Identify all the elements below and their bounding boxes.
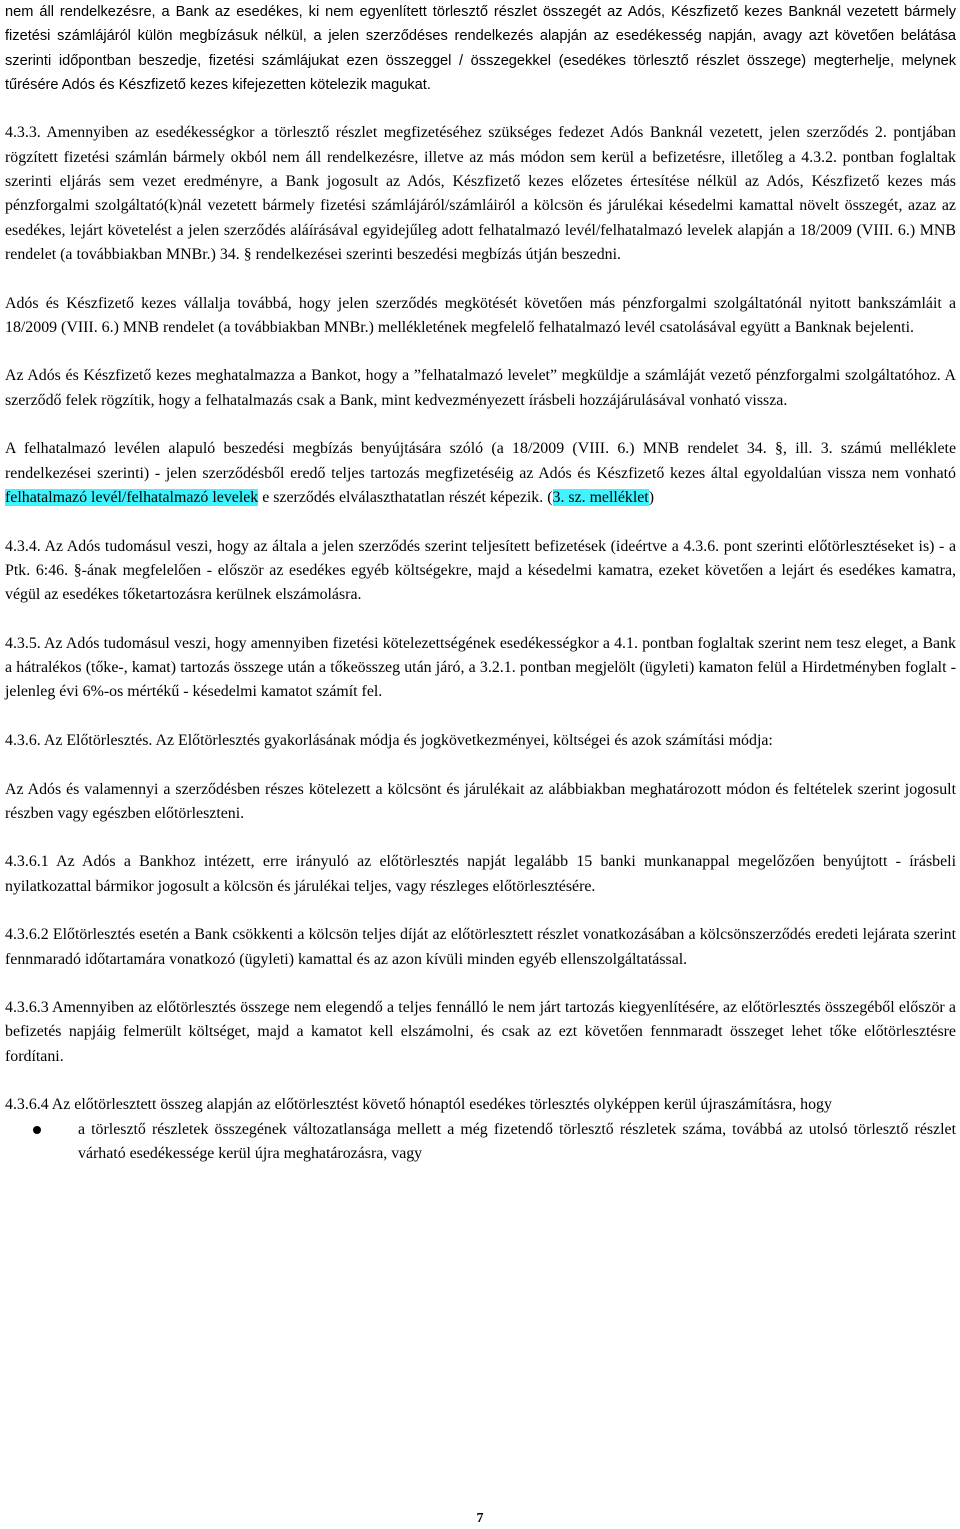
- bullet-icon: [33, 1126, 41, 1134]
- highlighted-text: felhatalmazó levél/felhatalmazó levelek: [5, 488, 259, 506]
- paragraph-4-3-6-2: 4.3.6.2 Előtörlesztés esetén a Bank csökkenti a kölcsön teljes díját az előtörlesztett részlet vonatkozásában a kölcsönszerződés eredeti lejárata szerint fennmaradó időtartamára vonatkozó (ügyleti) kamattal és az azon kívüli minden egyéb ellenszolgáltatással.: [5, 926, 956, 968]
- list-item: [5, 1118, 956, 1167]
- highlighted-annex-reference: 3. sz. melléklet: [552, 488, 649, 506]
- paragraph-4-3-6-4: 4.3.6.4 Az előtörlesztett összeg alapján az előtörlesztést követő hónaptól esedékes törlesztés olyképpen kerül újraszámításra, hogy: [5, 1096, 832, 1114]
- paragraph-4-3-5: 4.3.5. Az Adós tudomásul veszi, hogy amennyiben fizetési kötelezettségének esedékességkor a 4.1. pontban foglaltak szerint nem tesz eleget, a Bank a hátralékos (tőke-, kamat) tartozás összege után a tőkeösszeg után járó, a 3.2.1. pontban megjelölt (ügyleti) kamaton felül a Hirdetményben foglalt - jelenleg évi 6%-os mértékű - késedelmi kamatot számít fel.: [5, 634, 956, 701]
- paragraph-4-3-4: 4.3.4. Az Adós tudomásul veszi, hogy az általa a jelen szerződés szerint teljesített befizetések (ideértve a 4.3.6. pont szerinti előtörlesztéseket is) - a Ptk. 6:46. §-ának megfelelően - először az esedékes egyéb költségekre, majd a késedelmi kamatra, ezeket követően a lejárt és esedékes kamatra, végül az esedékes tőketartozásra kerülnek elszámolásra.: [5, 537, 956, 604]
- document-body: [5, 0, 956, 1166]
- paragraph-4-3-3: 4.3.3. Amennyiben az esedékességkor a törlesztő részlet megfizetéséhez szükséges fedezet Adós Banknál vezetett, jelen szerződés 2. pontjában rögzített fizetési számlán bármely okból nem áll rendelkezésre, illetve az más módon sem kerül a befizetésre, illetőleg a 4.3.2. pontban foglaltak szerinti eljárás sem vezet eredményre, a Bank jogosult az Adós, Készfizető kezes előzetes értesítése nélkül az Adós, Készfizető kezes más pénzforgalmi szolgáltató(k)nál vezetett bármely fizetési számlájáról/számláiról a kölcsön és járulékai késedelmi kamattal növelt összegét, azaz az esedékes, lejárt követelést a jelen szerződés aláírásával egyidejűleg adott felhatalmazó levél/felhatalmazó levelek alapján a 18/2009 (VIII. 6.) MNB rendelet (a továbbiakban MNBr.) 34. § rendelkezései szerinti beszedési megbízás útján beszedni.: [5, 124, 956, 263]
- paragraph-text: e szerződés elválaszthatatlan részét képezik. (: [258, 488, 553, 506]
- paragraph-prepayment-intro: Az Adós és valamennyi a szerződésben részes kötelezett a kölcsönt és járulékait az alábbiakban meghatározott módon és feltételek szerint jogosult részben vagy egészben előtörleszteni.: [5, 780, 956, 822]
- paragraph-4-3-6-1: 4.3.6.1 Az Adós a Bankhoz intézett, erre irányuló az előtörlesztés napját legalább 15 banki munkanappal megelőzően benyújtott - írásbeli nyilatkozattal bármikor jogosult a kölcsön és járulékai teljes, vagy részleges előtörlesztésére.: [5, 853, 956, 895]
- paragraph-account-notice: Adós és Készfizető kezes vállalja továbbá, hogy jelen szerződés megkötését követően más pénzforgalmi szolgáltatónál nyitott bankszámláit a 18/2009 (VIII. 6.) MNB rendelet (a továbbiakban MNBr.) mellékletének megfelelő felhatalmazó levél csatolásával együtt a Banknak bejelenti.: [5, 294, 956, 336]
- paragraph-text: A felhatalmazó levélen alapuló beszedési megbízás benyújtására szóló (a 18/2009 (VIII. 6.) MNB rendelet 34. §, ill. 3. számú melléklete rendelkezései szerinti) - jelen szerződésből eredő teljes tartozás megfizetéséig az Adós és Készfizető kezes által egyoldalúan vissza nem vonható: [5, 440, 956, 482]
- list-item-text: a törlesztő részletek összegének változatlansága mellett a még fizetendő törlesztő részletek száma, továbbá az utolsó törlesztő részlet várható esedékessége kerül újra meghatározásra, vagy: [78, 1120, 956, 1162]
- paragraph-direct-debit: nem áll rendelkezésre, a Bank az esedékes, ki nem egyenlített törlesztő részlet összegét az Adós, Készfizető kezes Banknál vezetett bármely fizetési számlájáról külön megbízásuk nélkül, a jelen szerződéses rendelkezés alapján az esedékesség napján, avagy azt követően belátása szerinti időpontban beszedje, fizetési számlájukat ezen összeggel / összegekkel (esedékes törlesztő részlet összege) megterhelje, melynek tűrésére Adós és Készfizető kezes kifejezetten kötelezik magukat.: [5, 4, 956, 93]
- paragraph-4-3-6-3: 4.3.6.3 Amennyiben az előtörlesztés összege nem elegendő a teljes fennálló le nem járt tartozás kiegyenlítésére, az előtörlesztés összegéből először a befizetés napjáig felmerült költséget, majd a kamatot kell elszámolni, és csak az ezt követően fennmaradt összeget lehet tőke előtörlesztésre fordítani.: [5, 999, 956, 1065]
- paragraph-authorization: Az Adós és Készfizető kezes meghatalmazza a Bankot, hogy a ”felhatalmazó levelet” megküldje a számláját vezető pénzforgalmi szolgáltatóhoz. A szerződő felek rögzítik, hogy a felhatalmazás csak a Bank, mint kedvezményezett írásbeli hozzájárulásával vonható vissza.: [5, 367, 956, 409]
- paragraph-text: ): [648, 488, 654, 506]
- paragraph-4-3-6: 4.3.6. Az Előtörlesztés. Az Előtörlesztés gyakorlásának módja és jogkövetkezményei, költségei és azok számítási módja:: [5, 731, 773, 749]
- page-number: 7: [476, 1511, 484, 1526]
- paragraph-authorization-letter: [5, 437, 956, 510]
